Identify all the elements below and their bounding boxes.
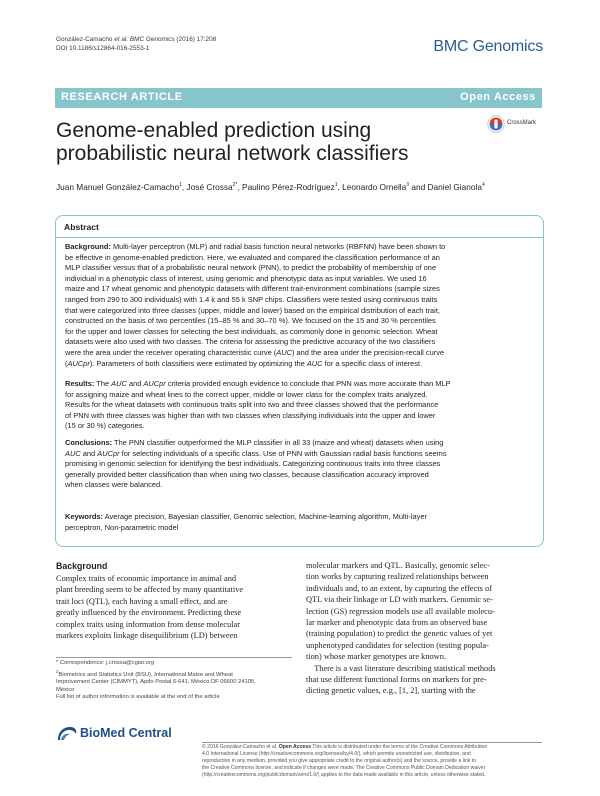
publisher-name: BioMed Central — [80, 726, 172, 740]
article-type-banner — [55, 88, 542, 108]
abstract-divider — [56, 237, 543, 238]
research-article-label: RESEARCH ARTICLE — [61, 91, 183, 103]
abstract-heading: Abstract — [64, 222, 99, 232]
footnotes: * Correspondence: j.crossa@cgiar.org $^2$Biometrics and Statistics Unit (BSU), International Maize and Wheat Improvement Center (CIMMYT), Apdo Postal 6-641, México DF 06600 24105, México Full list of author information is available at the end of the article — [56, 660, 296, 702]
author-list: Juan Manuel González-Camacho$^1$, José Crossa$^{2*}$, Paulino Pérez-Rodríguez$^1$, Leonardo Ornella$^3$ and Daniel Gianola$^4$ — [56, 182, 485, 192]
open-access-label: Open Access — [460, 91, 536, 103]
background-heading: Background — [56, 561, 108, 571]
footnote-divider — [56, 657, 292, 658]
body-left-column: Complex traits of economic importance in animal and plant breeding seem to be affected by many quantitative trait loci (QTL), each having a small effect, and are greatly influenced by the environment. Predicting these complex traits using information from dense molecular markers exploits linkage disequilibrium (LD) between — [56, 574, 244, 641]
abstract-conclusions: Conclusions: The PNN classifier outperformed the MLP classifier in all 33 (maize and wheat) datasets when using AUC and AUCpr for selecting individuals of a specific class. Use of PNN with Gaussian radial basis functions seems promising in genomic selection for identifying the best individuals. Categorizing continuous traits into three classes generally provided better classification than when using two classes, because classification accuracy improved when classes were balanced. — [65, 438, 447, 490]
crossmark-icon — [487, 115, 505, 133]
license-divider — [202, 742, 542, 743]
abstract-box — [55, 215, 544, 547]
citation-line: González-Camacho et al. BMC Genomics (2016) 17:208 — [56, 36, 217, 43]
crossmark-label: CrossMark — [507, 120, 537, 126]
abstract-background: Background: Multi-layer perceptron (MLP) and radial basis function neural networks (RBFNN) have been shown to be effective in genome-enabled prediction. Here, we evaluated and compared the classification performance of an MLP classifier versus that of a probabilistic neural network (PNN), to predict the probability of membership of one individual in a phenotypic class of interest, using genomic and phenotypic data as input variables. We used 16 maize and 17 wheat genomic and phenotypic datasets with different trait-environment combinations (sample sizes ranged from 290 to 300 individuals) with 1.4 k and 55 k SNP chips. Classifiers were tested using continuous traits that were categorized into three classes (upper, middle and lower) based on the empirical distribution of each trait, constructed on the basis of two percentiles (15–85 % and 30–70 %). We focused on the 15 and 30 % percentiles for the upper and lower classes for selecting the best individuals, as commonly done in genomic selection. Wheat datasets were also used with two classes. The criteria for assessing the predictive accuracy of the two classifiers were the area under the receiver operating characteristic curve (AUC) and the area under the precision-recall curve (AUCpr). Parameters of both classifiers were estimated by optimizing the AUC for a specific class of interest. — [65, 242, 446, 368]
doi[interactable]: DOI 10.1186/s12864-016-2553-1 — [56, 45, 150, 52]
crossmark-badge[interactable] — [487, 114, 547, 136]
article-title: Genome-enabled prediction using probabilistic neural network classifiers — [56, 119, 409, 165]
abstract-keywords: Keywords: Average precision, Bayesian classifier, Genomic selection, Machine-learning algorithm, Multi-layer perceptron, Non-parametric model — [65, 512, 427, 532]
body-right-column: molecular markers and QTL. Basically, genomic selec- tion works by capturing realized relationships between individuals and, to an extent, by capturing the effects of QTL via their linkage or LD with markers. Genomic se- lection (GS) regression models use all available molecu- lar marker and phenotypic data from an observed base (training population) to predict the genetic values of yet unphenotyped candidates for selection (testing popula- tion) whose marker genotypes are known. There is a vast literature describing statistical methods that use different functional forms on markers for pre- dicting genetic values, e.g., [1, 2], starting with the — [306, 561, 496, 696]
correspondence[interactable]: * Correspondence: j.crossa@cgiar.org — [56, 660, 155, 666]
license-text: © 2016 González-Camacho et al. Open Access This article is distributed under the terms of the Creative Commons Attribution 4.0 International License (http://creativecommons.org/licenses/by/4.0/), which permits unrestricted use, distribution, and reproduction in any medium, provided you give appropriate credit to the original author(s) and the source, provide a link to the Creative Commons license, and indicate if changes were made. The Creative Commons Public Domain Dedication waiver (http://creativecommons.org/publicdomain/zero/1.0/) applies to the data made available in this article, unless otherwise stated. — [202, 744, 488, 779]
biomed-central-icon — [56, 725, 78, 743]
journal-name: BMC Genomics — [433, 38, 543, 55]
biomed-central-logo[interactable] — [56, 724, 176, 746]
abstract-results: Results: The AUC and AUCpr criteria provided enough evidence to conclude that PNN was more accurate than MLP for assigning maize and wheat lines to the correct upper, middle or lower class for the complex traits analyzed. Results for the wheat datasets with continuous traits split into two and three classes showed that the performance of PNN with three classes was higher than with two classes when classifying individuals into the upper and lower (15 or 30 %) categories. — [65, 379, 451, 431]
